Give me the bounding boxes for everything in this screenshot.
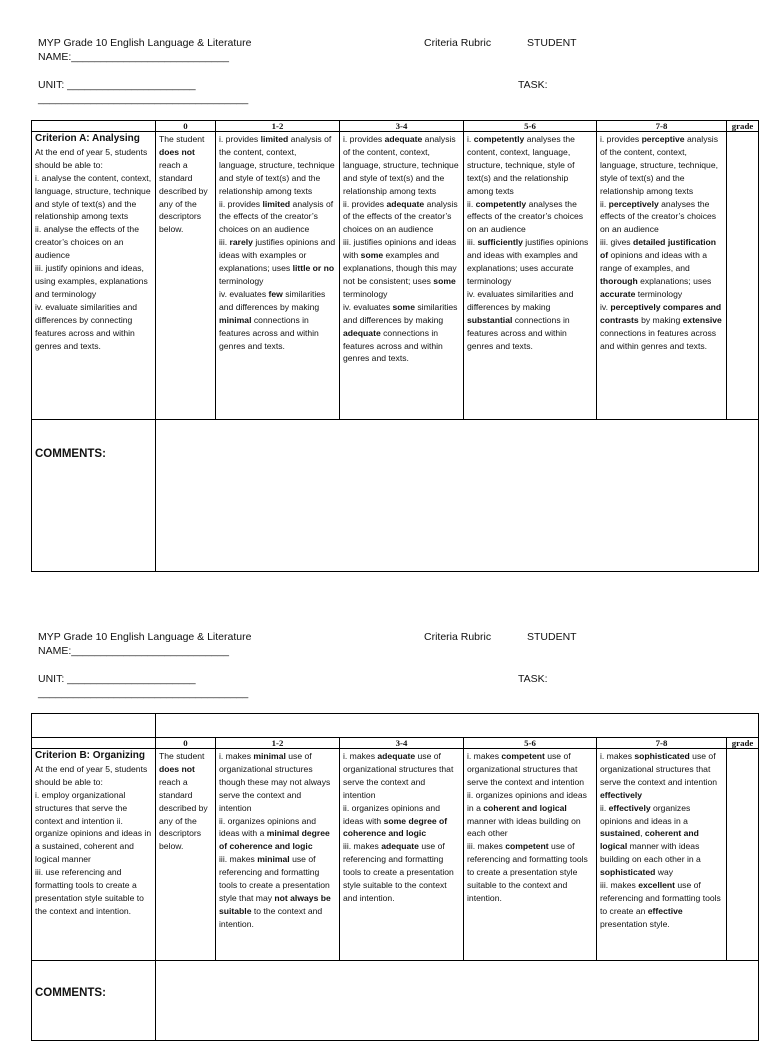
descriptor: i. provides perceptive analysis of the content, context, language, structure, technique, style of text(s) and the relationship among texts [600, 134, 719, 196]
criterion-a-level-0: The student does not reach a standard described by any of the descriptors below. [156, 132, 216, 420]
level-3-4-header: 3-4 [340, 121, 464, 132]
criterion-a-description [32, 132, 156, 420]
descriptor: i. makes minimal use of organizational structures though these may not always serve the context and intention [219, 751, 331, 813]
name-field-b[interactable]: NAME:___________________________ [38, 645, 229, 657]
blank-row [32, 714, 759, 738]
unit-field-b[interactable]: UNIT: ______________________ [38, 673, 196, 685]
level-7-8-header: 7-8 [597, 121, 727, 132]
criterion-a-level-1-2 [216, 132, 340, 420]
descriptor: i. makes adequate use of organizational structures that serve the context and intention [343, 751, 454, 800]
level-5-6-header: 5-6 [464, 121, 597, 132]
level-header-row [32, 738, 759, 749]
descriptor: ii. provides limited analysis of the effects of the creator’s choices on an audience [219, 198, 334, 235]
criterion-b-level-7-8 [597, 749, 727, 961]
task-label-a: TASK: [518, 79, 548, 91]
descriptor: ii. effectively organizes opinions and ideas in a sustained, coherent and logical manner with ideas building on each other in a sophisticated way [600, 802, 701, 878]
descriptor: iii. sufficiently justifies opinions and ideas with examples and explanations; uses accurate terminology [467, 237, 589, 286]
level-7-8-header: 7-8 [597, 738, 727, 749]
comments-row-b [32, 961, 759, 1041]
descriptor: ii. competently analyses the effects of the creator’s choices on an audience [467, 198, 584, 235]
descriptor: iii. makes excellent use of referencing and formatting tools to create an effective presentation style. [600, 880, 721, 929]
level-header-row [32, 121, 759, 132]
rubric-label-b: Criteria Rubric [424, 631, 492, 643]
criterion-a-strand: iii. justify opinions and ideas, using examples, explanations and terminology [35, 263, 148, 299]
unit-field-a[interactable]: UNIT: ______________________ [38, 79, 196, 91]
descriptor: iii. rarely justifies opinions and ideas with examples or explanations; uses little or no terminology [219, 237, 336, 286]
descriptor: iv. perceptively compares and contrasts by making extensive connections in features across and within genres and texts. [600, 301, 722, 351]
descriptor: i. makes sophisticated use of organizational structures that serve the context and intention effectively [600, 751, 718, 800]
blank-cell [32, 714, 156, 738]
descriptor: ii. organizes opinions and ideas in a coherent and logical manner with ideas building on each other [467, 789, 587, 839]
criterion-b-intro: At the end of year 5, students should be able to: [35, 763, 148, 787]
criterion-b-row [32, 749, 759, 961]
criterion-b-strand: iii. use referencing and formatting tools to create a presentation style suitable to the context and intention. [35, 867, 144, 916]
descriptor: i. makes competent use of organizational structures that serve the context and intention [467, 751, 585, 787]
criterion-b-strand: i. employ organizational structures that serve the context and intention ii. organize opinions and ideas in a sustained, coherent and logical manner [35, 789, 152, 865]
course-title-b: MYP Grade 10 English Language & Literature [38, 631, 252, 643]
name-field-a[interactable]: NAME:___________________________ [38, 51, 229, 63]
comments-label-cell-a [32, 420, 156, 572]
rubric-label-a: Criteria Rubric [424, 37, 492, 49]
criterion-b-description [32, 749, 156, 961]
descriptor: ii. perceptively analyses the effects of the creator’s choices on an audience [600, 198, 717, 235]
header-blank [32, 738, 156, 749]
criterion-a-row [32, 132, 759, 420]
descriptor: iii. gives detailed justification of opinions and ideas with a range of examples, and thorough explanations; uses accurate terminology [600, 237, 717, 299]
criterion-b-table [31, 713, 759, 1041]
criterion-a-strand: iv. evaluate similarities and differences by connecting features across and within genres and texts. [35, 301, 138, 351]
comments-label: COMMENTS: [35, 448, 106, 460]
descriptor: i. competently analyses the content, context, language, structure, technique, style of text(s) and the relationship among texts [467, 134, 575, 196]
criterion-b-grade-cell[interactable] [727, 749, 759, 961]
descriptor: iii. makes competent use of referencing and formatting tools to create a presentation style suitable to the context and intention. [467, 841, 588, 903]
criterion-a-table [31, 120, 759, 572]
descriptor: iv. evaluates some similarities and differences by making adequate connections in features across and within genres and texts. [343, 301, 458, 364]
descriptor: iv. evaluates similarities and differences by making substantial connections in features across and within genres and texts. [467, 288, 574, 351]
criterion-a-title: Criterion A: Analysing [35, 133, 140, 144]
descriptor: iii. makes minimal use of referencing and formatting tools to create a presentation style that may not always be suitable to the context and intention. [219, 854, 331, 929]
comments-box-b[interactable] [156, 961, 759, 1041]
criterion-a-level-5-6 [464, 132, 597, 420]
descriptor: i. provides adequate analysis of the content, context, language, structure, technique and style of text(s) and the relationship among texts [343, 134, 459, 196]
criterion-a-grade-cell[interactable] [727, 132, 759, 420]
level-0-header: 0 [156, 738, 216, 749]
unit-field-b-line2[interactable]: ____________________________________ [38, 687, 249, 699]
criterion-a-strand: ii. analyse the effects of the creator’s choices on an audience [35, 224, 139, 261]
comments-box-a[interactable] [156, 420, 759, 572]
criterion-b-level-1-2 [216, 749, 340, 961]
criterion-b-level-0: The student does not reach a standard described by any of the descriptors below. [156, 749, 216, 961]
descriptor: ii. organizes opinions and ideas with a minimal degree of coherence and logic [219, 815, 330, 852]
level-3-4-header: 3-4 [340, 738, 464, 749]
descriptor: i. provides limited analysis of the content, context, language, structure, technique and style of text(s) and the relationship among texts [219, 134, 335, 196]
course-title-a: MYP Grade 10 English Language & Literature [38, 37, 252, 49]
task-label-b: TASK: [518, 673, 548, 685]
blank-span-cell [156, 714, 759, 738]
student-label-a: STUDENT [527, 37, 577, 49]
criterion-b-level-5-6 [464, 749, 597, 961]
grade-header: grade [727, 121, 759, 132]
comments-label: COMMENTS: [35, 987, 106, 999]
grade-header: grade [727, 738, 759, 749]
level-0-header: 0 [156, 121, 216, 132]
criterion-a-level-3-4 [340, 132, 464, 420]
level-5-6-header: 5-6 [464, 738, 597, 749]
descriptor: ii. organizes opinions and ideas with some degree of coherence and logic [343, 802, 448, 839]
descriptor: iii. makes adequate use of referencing and formatting tools to create a presentation style suitable to the context and intention. [343, 841, 454, 903]
descriptor: iv. evaluates few similarities and differences by making minimal connections in features across and within genres and texts. [219, 288, 326, 351]
comments-row-a [32, 420, 759, 572]
level-1-2-header: 1-2 [216, 738, 340, 749]
student-label-b: STUDENT [527, 631, 577, 643]
criterion-a-strand: i. analyse the content, context, language, structure, technique and style of text(s) and the relationship among texts [35, 172, 152, 222]
criterion-a-level-7-8 [597, 132, 727, 420]
comments-label-cell-b [32, 961, 156, 1041]
criterion-b-title: Criterion B: Organizing [35, 750, 145, 761]
criterion-b-level-3-4 [340, 749, 464, 961]
descriptor: iii. justifies opinions and ideas with some examples and explanations, though this may not be consistent; uses some terminology [343, 237, 457, 299]
header-blank [32, 121, 156, 132]
criterion-a-intro: At the end of year 5, students should be able to: [35, 146, 148, 170]
level-1-2-header: 1-2 [216, 121, 340, 132]
descriptor: ii. provides adequate analysis of the effects of the creator’s choices on an audience [343, 198, 458, 235]
unit-field-a-line2[interactable]: ____________________________________ [38, 93, 249, 105]
